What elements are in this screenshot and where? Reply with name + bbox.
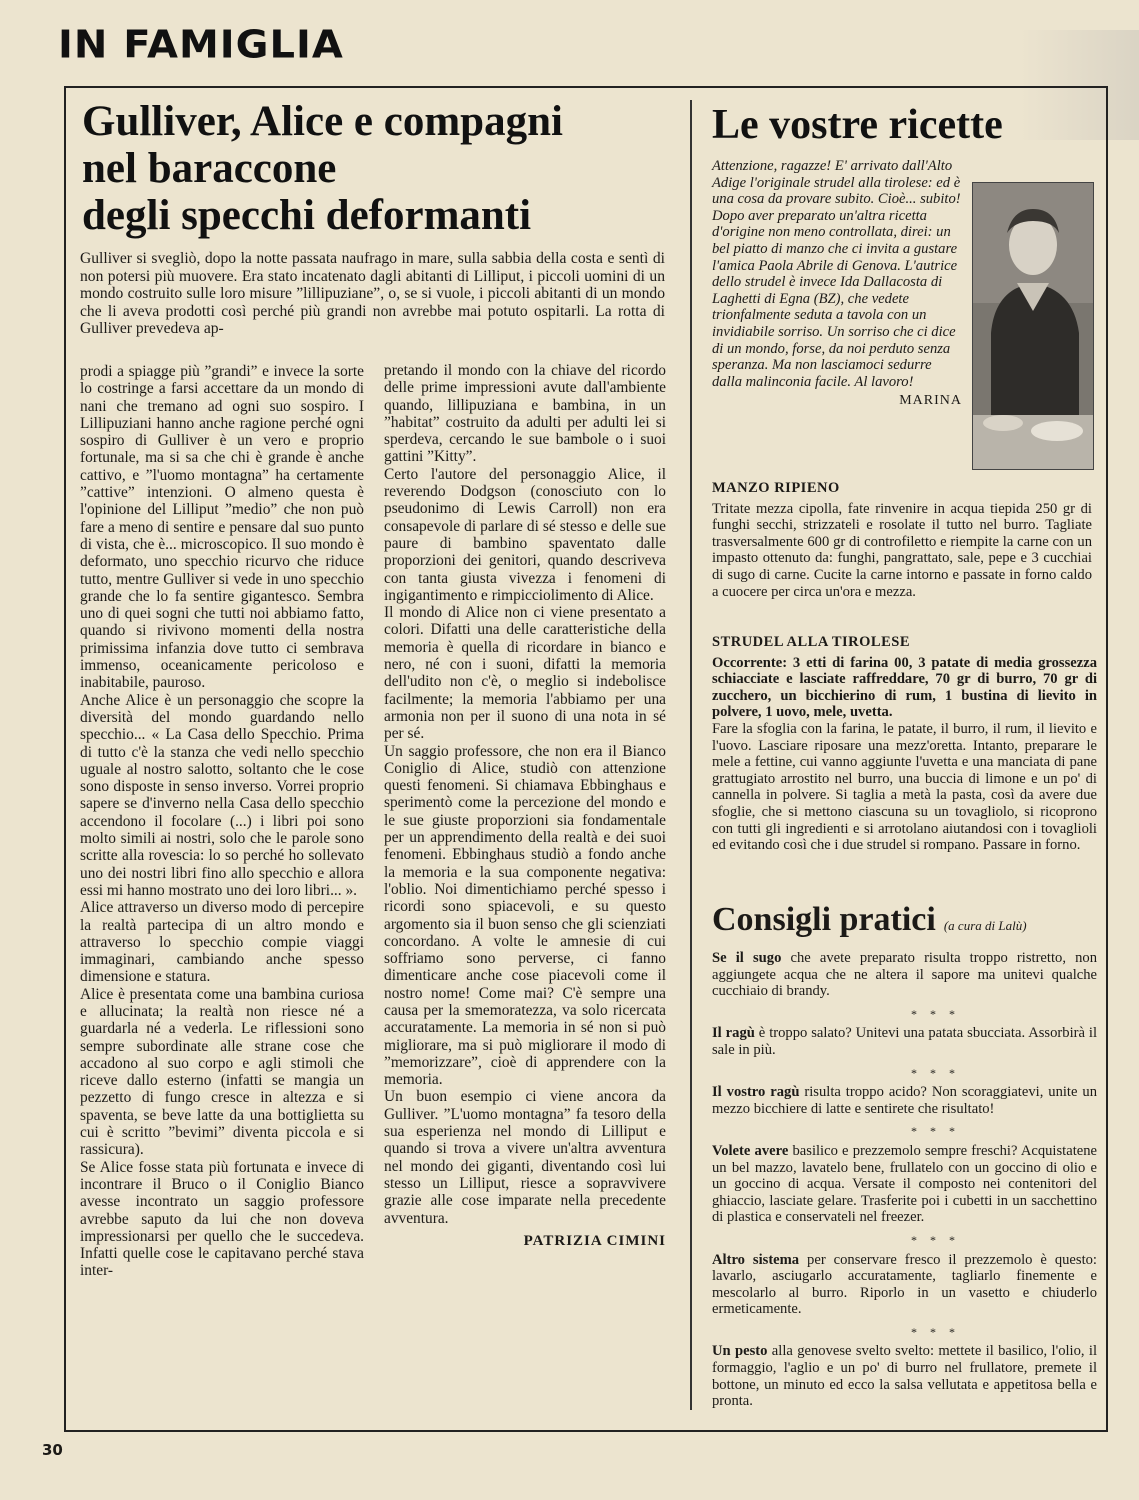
article-paragraph: Il mondo di Alice non ci viene presentato a colori. Difatti una delle caratteristiche della memoria è quella di ricordare in bianco e nero, né con i suoni, difatti la memoria dell'udito non c'è, o meglio si indebolisce facilmente; la memoria l'abbiamo per una armonia non per il suono di una nota in sé per sé.	[384, 604, 666, 743]
recipes-title: Le vostre ricette	[712, 102, 1003, 148]
article-intro: Gulliver si svegliò, dopo la notte passata naufrago in mare, sulla sabbia della costa e sentì di non potersi più muovere. Era stato incatenato dagli abitanti di Lilliput, i piccoli uomini di un mondo costruito sulle loro misure ”lillipuziane”, o, se si vuole, i piccoli abitanti di un mondo che li aveva prodotti così perché più grandi non avrebbe mai potuto ospitarli. La rotta di Gulliver prevedeva ap-	[80, 250, 665, 337]
tip-separator: * * *	[911, 1324, 960, 1339]
tip-item	[712, 950, 1097, 1000]
tips-title-text: Consigli pratici	[712, 901, 936, 938]
tip-lead: Altro sistema	[712, 1251, 800, 1268]
tips-title	[712, 900, 1097, 946]
section-label: IN FAMIGLIA	[58, 23, 344, 67]
tip-lead: Se il sugo	[712, 950, 782, 966]
recipes-intro	[712, 158, 962, 410]
recipe-strudel	[712, 634, 1097, 854]
tip-item	[712, 1343, 1097, 1409]
recipe-title: STRUDEL ALLA TIROLESE	[712, 634, 911, 650]
recipes-intro-text: Attenzione, ragazze! E' arrivato dall'Alto Adige l'originale strudel alla tirolese: ed è una cosa da provare subito. Cioè... subito! Dopo aver preparato un'altra ricetta d'origine non meno controllata, direi: un bel piatto di manzo che ci invita a gustare l'amica Paola Abrile di Genova. L'autrice dello strudel è invece Ida Dallacosta di Laghetti di Egna (BZ), che vedete trionfalmente seduta a tavola con un invidiabile sorriso. Un sorriso che ci dice di un mondo, forse, da noi perduto senza speranza. Ma non lasciamoci sedurre dalla malinconia facile. Al lavoro!	[712, 158, 961, 390]
tip-text: che avete preparato risulta troppo ristretto, non aggiungete acqua che ne altera il sapore ma unitevi qualche cucchiaio di brandy.	[712, 950, 1097, 1000]
article-paragraph: Un saggio professore, che non era il Bianco Coniglio di Alice, studiò con attenzione questi fenomeni. Si chiamava Ebbinghaus e sperimentò come la percezione del mondo e le sue giuste proporzioni sia fondamentale per un apprendimento della realtà e dei suoi fenomeni. Ebbinghaus studiò a fondo anche la memoria e la sua componente negativa: l'oblio. Noi dimentichiamo perché spesso i ricordi sono spiacevoli, e su questo argomento sia il buon senso che gli scienziati concordano. A volte le amnesie di cui soffriamo sono perverse, ci fanno dimenticare anche cose piacevoli come il nostro nome! Come mai? C'è sempre una causa per la smemoratezza, va solo ricercata accuratamente. La memoria in sé non si può migliorare, ma si può migliorare il modo di ”memorizzare”, cioè di apprendere con la memoria.	[384, 742, 666, 1089]
article-paragraph: Alice attraverso un diverso modo di percepire la realtà partecipa di un altro mondo e attraverso lo specchio compie viaggi immaginari, cambiando anche spesso dimensione e statura.	[80, 899, 364, 986]
article-paragraph: Certo l'autore del personaggio Alice, il reverendo Dodgson (conosciuto con lo pseudonimo di Lewis Carroll) non era consapevole di parlare di sé stesso e delle sue paure di bambino spaventato dalle proporzioni dei genitori, quando descriveva con tanta giusta vivezza i fenomeni di ingigantimento e rimpicciolimento di Alice.	[384, 465, 666, 604]
tip-text: risulta troppo acido? Non scoraggiatevi, unite un mezzo bicchiere di latte e sentirete che risultato!	[712, 1084, 1097, 1117]
recipe-ingredients: Occorrente: 3 etti di farina 00, 3 patate di media grossezza schiacciate e lasciate raffreddare, 70 gr di burro, 70 gr di zucchero, un bicchierino di rum, 1 bustina di lievito in polvere, 1 uovo, mele, uvetta.	[712, 654, 1097, 721]
article-paragraph: Un buon esempio ci viene ancora da Gulliver. ”L'uomo montagna” fa tesoro della sua esperienza nel mondo di Lilliput e quando si trova a vivere un'altra avventura nel mondo dei giganti, diventando così lui stesso un Lilliput, riesce a sopravvivere grazie alle cose imparate nella precedente avventura.	[384, 1088, 666, 1227]
tip-lead: Un pesto	[712, 1343, 768, 1360]
tip-item	[712, 1252, 1097, 1318]
recipe-title: MANZO RIPIENO	[712, 480, 840, 496]
recipe-manzo-ripieno	[712, 480, 1092, 600]
column-divider	[690, 100, 692, 1410]
article-paragraph: prodi a spiagge più ”grandi” e invece la sorte lo costringe a farsi accettare da un mondo di nani che tremano ad ogni suo sospiro. I Lillipuziani hanno anche ragione perché ogni sospiro di Gulliver è un vero e proprio fortunale, ma si sa che chi è grande è anche cattivo, e ”l'uomo montagna” ha certamente ”cattive” intenzioni. O almeno questa è l'opinione del Lilliput ”medio” che non può fare a meno di sentire e pensare dal suo punto di vista, che è... microscopico. Il suo mondo è deformato, uno specchio ricurvo che riduce tutto, mentre Gulliver si vede in uno specchio grande che lo fa sentire gigantesco. Sembra uno di quei sogni che tutti noi abbiamo fatto, quando si rivivono momenti della nostra primissima infanzia dove tutto ci sembrava immenso, oceanicamente pericoloso e inabitabile, pauroso.	[80, 363, 364, 692]
author-portrait-photo	[972, 182, 1094, 470]
article-column-left	[80, 363, 364, 1280]
recipe-text: Fare la sfoglia con la farina, le patate, il burro, il rum, il lievito e l'uovo. Lasciare riposare una mezz'oretta. Intanto, preparare le mele a fettine, cui vanno aggiunte l'uvetta e una manciata di pane grattugiato arrostito nel burro, una buccia di limone e un po' di cannella in polvere. Si taglia a metà la pasta, così da avere due sfoglie, che si mettono ciascuna su un tovagliolo, si ricoprono con tutti gli ingredienti e si arrotolano aiutandosi con i tovaglioli ed evitando così che i due strudel si rompano. Passare in forno.	[712, 720, 1097, 854]
tip-text: è troppo salato? Unitevi una patata sbucciata. Assorbirà il sale in più.	[712, 1025, 1097, 1058]
tip-separator: * * *	[911, 1006, 960, 1021]
recipes-signature: MARINA	[899, 393, 962, 409]
tips-credit: (a cura di Lalù)	[943, 918, 1027, 933]
tip-text: alla genovese svelto svelto: mettete il basilico, l'olio, il formaggio, l'aglio e un po' di burro nel frullatore, premete il bottone, un minuto ed ecco la salsa vellutata e appetitosa bella e pronta.	[712, 1343, 1098, 1410]
tip-item	[712, 1025, 1097, 1058]
tip-lead: Il vostro ragù	[712, 1084, 800, 1101]
portrait-illustration	[973, 183, 1094, 470]
recipe-text: Tritate mezza cipolla, fate rinvenire in acqua tiepida 250 gr di funghi secchi, strizzateli e rosolate il tutto nel burro. Tagliate trasversalmente 600 gr di controfiletto e riempite la carne con un impasto ottenuto da: funghi, pangrattato, sale, pepe e 3 cucchiai di sugo di carne. Cucite la carne intorno e passate in forno caldo a cuocere per circa un'ora e mezza.	[712, 500, 1092, 600]
tips-list	[712, 950, 1097, 1410]
article-paragraph: pretando il mondo con la chiave del ricordo delle prime impressioni avute dall'ambiente quando, lillipuziana e bambina, in un ”habitat” costruito da adulti per adulti lei si sperdeva, cercando le sue bambole o i suoi gattini ”Kitty”.	[384, 362, 666, 466]
tip-lead: Il ragù	[712, 1025, 755, 1042]
article-paragraph: Alice è presentata come una bambina curiosa e allucinata; la realtà non riesce né a guardarla né a vederla. Le riflessioni sono sempre subordinate alle strane cose che accadono al suo corpo e agli stimoli che riceve dallo esterno (infatti se mangia un pezzetto di fungo cresce in altezza e si spaventa, se beve latte da una bottiglietta su cui è scritto ”bevimi” diventa piccola e si rassicura).	[80, 985, 364, 1159]
tip-text: per conservare fresco il prezzemolo è questo: lavarlo, asciugarlo accuratamente, tagliarlo finemente e mescolarlo al burro. Riporlo in un vasetto e chiuderlo ermeticamente.	[712, 1251, 1097, 1318]
article-title-line-1: Gulliver, Alice e compagni	[82, 98, 563, 145]
tip-item	[712, 1143, 1097, 1226]
article-title	[82, 98, 682, 239]
tip-separator: * * *	[911, 1065, 960, 1080]
article-title-line-3: degli specchi deformanti	[82, 192, 532, 239]
page-number: 30	[42, 1441, 63, 1459]
tip-separator: * * *	[911, 1232, 960, 1247]
article-author: PATRIZIA CIMINI	[523, 1232, 666, 1249]
tip-separator: * * *	[911, 1124, 960, 1139]
tip-item	[712, 1084, 1097, 1117]
article-title-line-2: nel baraccone	[82, 145, 337, 192]
tip-lead: Volete avere	[712, 1142, 789, 1159]
tip-text: basilico e prezzemolo sempre freschi? Acquistatene un bel mazzo, lavatelo bene, frullatelo con un goccino di olio e un goccino di acqua. Versate il composto nei contenitori del ghiaccio, lasciate gelare. Trasferite poi i cubetti in un sacchettino di plastica e conservateli nel freezer.	[712, 1142, 1098, 1226]
article-paragraph: Anche Alice è un personaggio che scopre la diversità del mondo guardando nello specchio... « La Casa dello Specchio. Prima di tutto c'è la stanza che vedi nello specchio uguale al nostro salotto, soltanto che le cose sono disposte in senso inverso. Vorrei proprio sapere se d'inverno nella Casa dello specchio accendono il focolare (...) i libri poi sono molto simili ai nostri, solo che le parole sono scritte alla rovescia: lo so perché ho sollevato uno dei nostri libri fino allo specchio e allora essi mi hanno mostrato uno dei loro libri... ».	[80, 691, 364, 899]
article-column-right	[384, 362, 666, 1250]
article-paragraph: Se Alice fosse stata più fortunata e invece di incontrare il Bruco o il Coniglio Bianco avesse incontrato un saggio professore avrebbe saputo da lui che non doveva impressionarsi per quello che le succedeva. Infatti quelle cose le capitavano perché stava inter-	[80, 1158, 364, 1280]
